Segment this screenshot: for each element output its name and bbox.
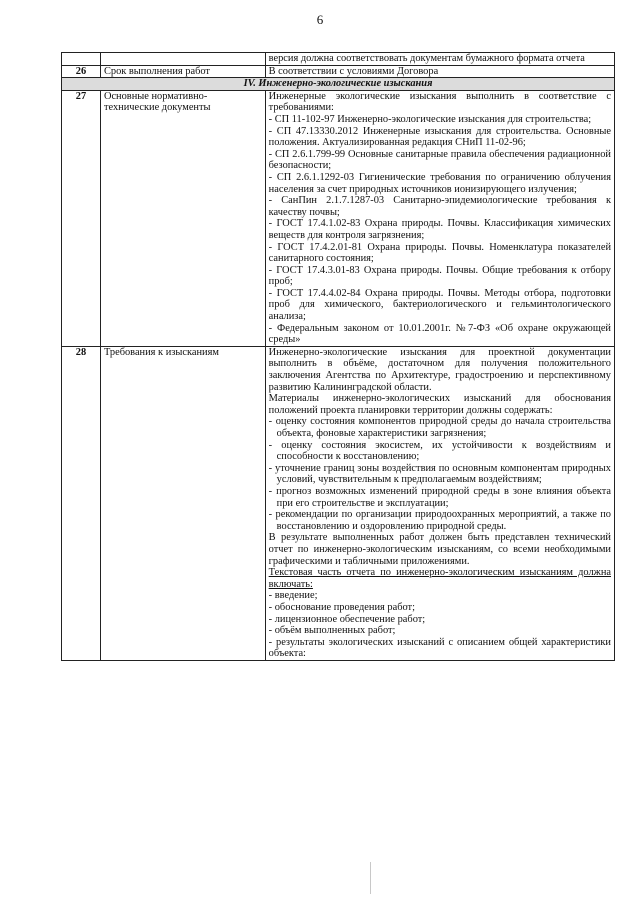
- row-number: 27: [62, 90, 101, 346]
- requirements-table: [61, 52, 615, 661]
- page-number: 6: [316, 12, 324, 27]
- list-item: - ГОСТ 17.4.2.01-81 Охрана природы. Почвы. Номенклатура показателей санитарного состояния;: [268, 241, 611, 265]
- table-row-28: [62, 346, 615, 660]
- list-item: - результаты экологических изысканий с описанием общей характеристики объекта:: [268, 636, 611, 660]
- list-item: - объём выполненных работ;: [268, 625, 396, 637]
- continuation-text: версия должна соответствовать документам бумажного формата отчета: [268, 53, 585, 64]
- list-item: - оценку состояния экосистем, их устойчивости к воздействиям и способности к восстановлению;: [268, 439, 611, 463]
- list-item: - СП 47.13330.2012 Инженерные изыскания для строительства. Основные положения. Актуализированная редакция СНиП 11-02-96;: [268, 125, 611, 149]
- cell-name-empty: [100, 53, 265, 66]
- row-name: Срок выполнения работ: [100, 65, 265, 78]
- row-name: Основные нормативно-технические документы: [100, 90, 265, 346]
- cell-num-empty: [62, 53, 101, 66]
- cell-continuation: [265, 53, 614, 66]
- list-item: - лицензионное обеспечение работ;: [268, 613, 426, 625]
- underlined-paragraph: Текстовая часть отчета по инженерно-экологическим изысканиям должна включать:: [268, 567, 611, 590]
- row-name: Требования к изысканиям: [100, 346, 265, 660]
- scan-seam-line: [370, 862, 371, 894]
- list-item: - прогноз возможных изменений природной среды в зоне влияния объекта при его строительстве и эксплуатации;: [268, 485, 611, 509]
- list-item: - СП 2.6.1.1292-03 Гигиенические требования по ограничению облучения населения за счет природных источников ионизирующего излучения;: [268, 171, 611, 195]
- list-item: - ГОСТ 17.4.3.01-83 Охрана природы. Почвы. Общие требования к отбору проб;: [268, 264, 611, 288]
- paragraph: Инженерно-экологические изыскания для проектной документации выполнить в объёме, достаточном для получения положительного заключения Агентства по Архитектуре, градостроению и перспективному развитию Калининградской области.: [268, 346, 611, 393]
- section-header-row: [62, 78, 615, 91]
- list-item: - введение;: [268, 590, 318, 602]
- list-item: - рекомендации по организации природоохранных мероприятий, а также по восстановлению и оздоровлению природной среды.: [268, 509, 611, 532]
- row-content: [265, 346, 614, 660]
- row-value: В соответствии с условиями Договора: [265, 65, 614, 78]
- row-number: 28: [62, 346, 101, 660]
- list-item: - СП 2.6.1.799-99 Основные санитарные правила обеспечения радиационной безопасности;: [268, 148, 611, 172]
- intro-text: Инженерные экологические изыскания выполнить в соответствие с требованиями:: [268, 90, 611, 114]
- list-item: - оценку состояния компонентов природной среды до начала строительства объекта, фоновые характеристики загрязнения;: [268, 416, 611, 439]
- list-item: - ГОСТ 17.4.1.02-83 Охрана природы. Почвы. Классификация химических веществ для контроля загрязнения;: [268, 218, 611, 241]
- list-item: - СанПин 2.1.7.1287-03 Санитарно-эпидемиологические требования к качеству почвы;: [268, 195, 611, 218]
- list-item: - обоснование проведения работ;: [268, 601, 415, 613]
- table-row-27: [62, 90, 615, 346]
- table-row-continuation: [62, 53, 615, 66]
- row-number: 26: [62, 65, 101, 78]
- paragraph: Материалы инженерно-экологических изысканий для обоснования положений проекта планировки территории должны содержать:: [268, 393, 611, 416]
- row-content: [265, 90, 614, 346]
- list-item: - ГОСТ 17.4.4.02-84 Охрана природы. Почвы. Методы отбора, подготовки проб для химического, бактериологического и гельминтологического анализа;: [268, 287, 611, 323]
- list-item: - уточнение границ зоны воздействия по основным компонентам природных условий, чувствительным к предполагаемым воздействиям;: [268, 462, 611, 486]
- list-item: - Федеральным законом от 10.01.2001г. №7-ФЗ «Об охране окружающей среды»: [268, 322, 611, 346]
- section-title: IV. Инженерно-экологические изыскания: [62, 78, 615, 91]
- table-row-26: [62, 65, 615, 78]
- paragraph: В результате выполненных работ должен быть представлен технический отчет по инженерно-экологическим изысканиям, со всеми необходимыми графическими и табличными приложениями.: [268, 532, 611, 567]
- list-item: - СП 11-102-97 Инженерно-экологические изыскания для строительства;: [268, 113, 592, 125]
